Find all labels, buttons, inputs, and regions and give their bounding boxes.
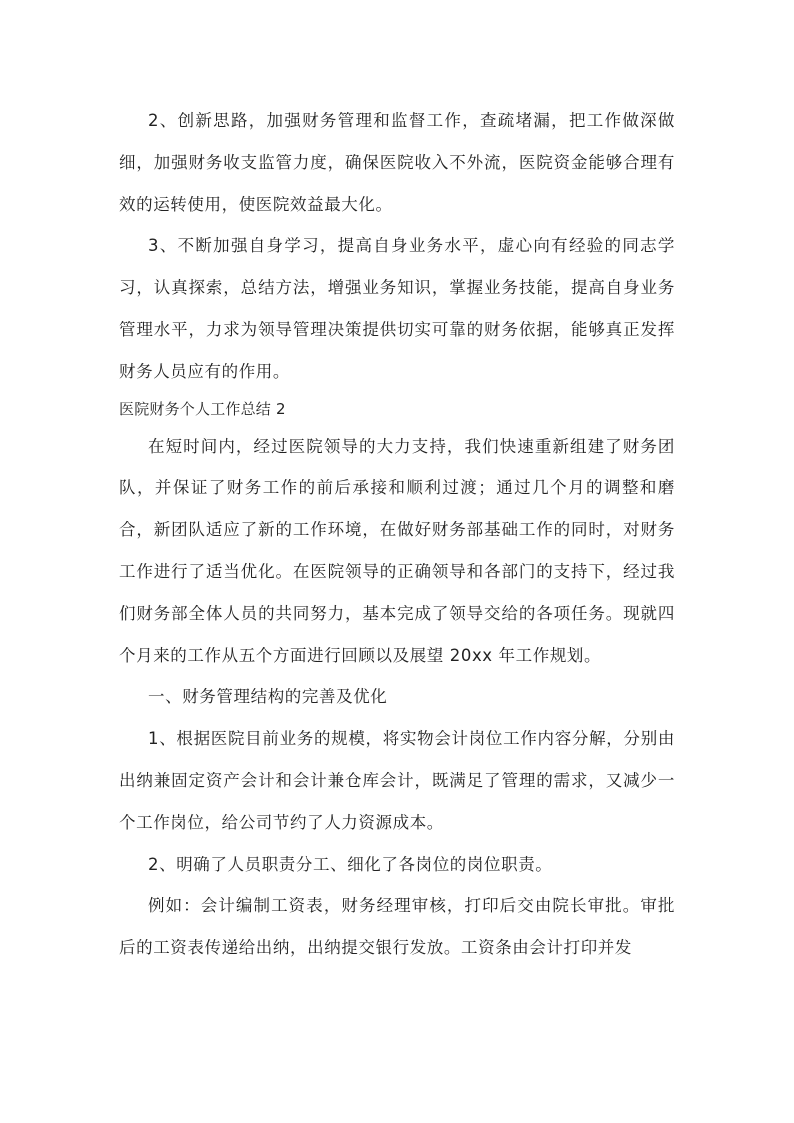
paragraph-responsibilities: 2、明确了人员职责分工、细化了各岗位的岗位职责。: [148, 854, 553, 874]
paragraph-self-study: 3、不断加强自身学习，提高自身业务水平，虚心向有经验的同志学习，认真探索，总结方法，增强业务知识，掌握业务技能，提高自身业务管理水平，力求为领导管理决策提供切实可靠的财务依据，能够真正发挥财务人员应有的作用。: [119, 236, 675, 381]
paragraph-intro: 在短时间内，经过医院领导的大力支持，我们快速重新组建了财务团队，并保证了财务工作的前后承接和顺利过渡；通过几个月的调整和磨合，新团队适应了新的工作环境，在做好财务部基础工作的同时，对财务工作进行了适当优化。在医院领导的正确领导和各部门的支持下，经过我们财务部全体人员的共同努力，基本完成了领导交给的各项任务。现就四个月来的工作从五个方面进行回顾以及展望 20xx 年工作规划。: [119, 436, 675, 665]
paragraph-position-split: 1、根据医院目前业务的规模，将实物会计岗位工作内容分解，分别由出纳兼固定资产会计和会计兼仓库会计，既满足了管理的需求，又减少一个工作岗位，给公司节约了人力资源成本。: [119, 729, 675, 832]
section-title: 医院财务个人工作总结 2: [119, 399, 286, 418]
paragraph-example: 例如：会计编制工资表，财务经理审核，打印后交由院长审批。审批后的工资表传递给出纳，出纳提交银行发放。工资条由会计打印并发: [119, 896, 675, 958]
subheading-structure: 一、财务管理结构的完善及优化: [148, 687, 388, 707]
document-body: [119, 100, 675, 969]
paragraph-innovation: 2、创新思路，加强财务管理和监督工作，查疏堵漏，把工作做深做细，加强财务收支监管力度，确保医院收入不外流，医院资金能够合理有效的运转使用，使医院效益最大化。: [119, 111, 675, 214]
